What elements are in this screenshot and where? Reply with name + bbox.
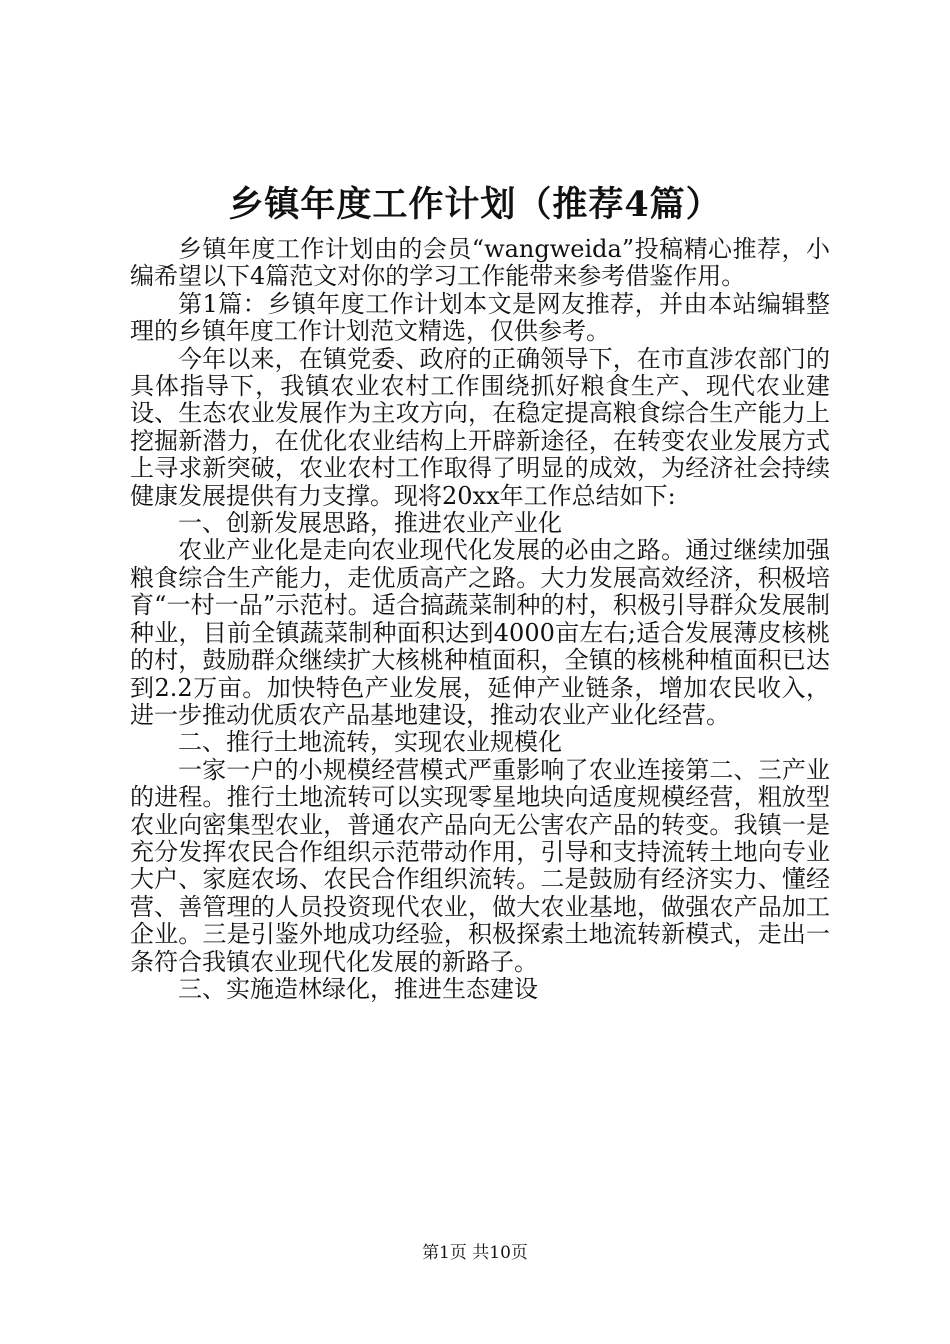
summary-paragraph: 今年以来，在镇党委、政府的正确领导下，在市直涉农部门的具体指导下，我镇农业农村工作围绕抓好粮食生产、现代农业建设、生态农业发展作为主攻方向，在稳定提高粮食综合生产能力上挖掘新潜力，在优化农业结构上开辟新途径，在转变农业发展方式上寻求新突破，农业农村工作取得了明显的成效，为经济社会持续健康发展提供有力支撑。现将20xx年工作总结如下:: [130, 344, 830, 510]
section-heading-2: 二、推行土地流转，实现农业规模化: [178, 728, 562, 757]
page-footer: 第1页 共10页: [422, 1243, 528, 1263]
intro-paragraph: 乡镇年度工作计划由的会员“wangweida”投稿精心推荐，小编希望以下4篇范文对你的学习工作能带来参考借鉴作用。: [130, 235, 830, 291]
article-intro-paragraph: 第1篇：乡镇年度工作计划本文是网友推荐，并由本站编辑整理的乡镇年度工作计划范文精选，仅供参考。: [130, 289, 830, 346]
section-paragraph-1: 农业产业化是走向农业现代化发展的必由之路。通过继续加强粮食综合生产能力，走优质高产之路。大力发展高效经济，积极培育“一村一品”示范村。适合搞蔬菜制种的村，积极引导群众发展制种业，目前全镇蔬菜制种面积达到4000亩左右;适合发展薄皮核桃的村，鼓励群众继续扩大核桃种植面积，全镇的核桃种植面积已达到2.2万亩。加快特色产业发展，延伸产业链条，增加农民收入，进一步推动优质农产品基地建设，推动农业产业化经营。: [130, 536, 830, 729]
document-title: 乡镇年度工作计划（推荐4篇）: [228, 184, 722, 225]
section-heading-1: 一、创新发展思路，推进农业产业化: [178, 509, 562, 538]
section-heading-3: 三、实施造林绿化，推进生态建设: [178, 974, 538, 1003]
document-body: [130, 236, 830, 1003]
section-paragraph-2: 一家一户的小规模经营模式严重影响了农业连接第二、三产业的进程。推行土地流转可以实现零星地块向适度规模经营，粗放型农业向密集型农业，普通农产品向无公害农产品的转变。我镇一是充分发挥农民合作组织示范带动作用，引导和支持流转土地向专业大户、家庭农场、农民合作组织流转。二是鼓励有经济实力、懂经营、善管理的人员投资现代农业，做大农业基地，做强农产品加工企业。三是引鉴外地成功经验，积极探索土地流转新模式，走出一条符合我镇农业现代化发展的新路子。: [130, 755, 830, 976]
